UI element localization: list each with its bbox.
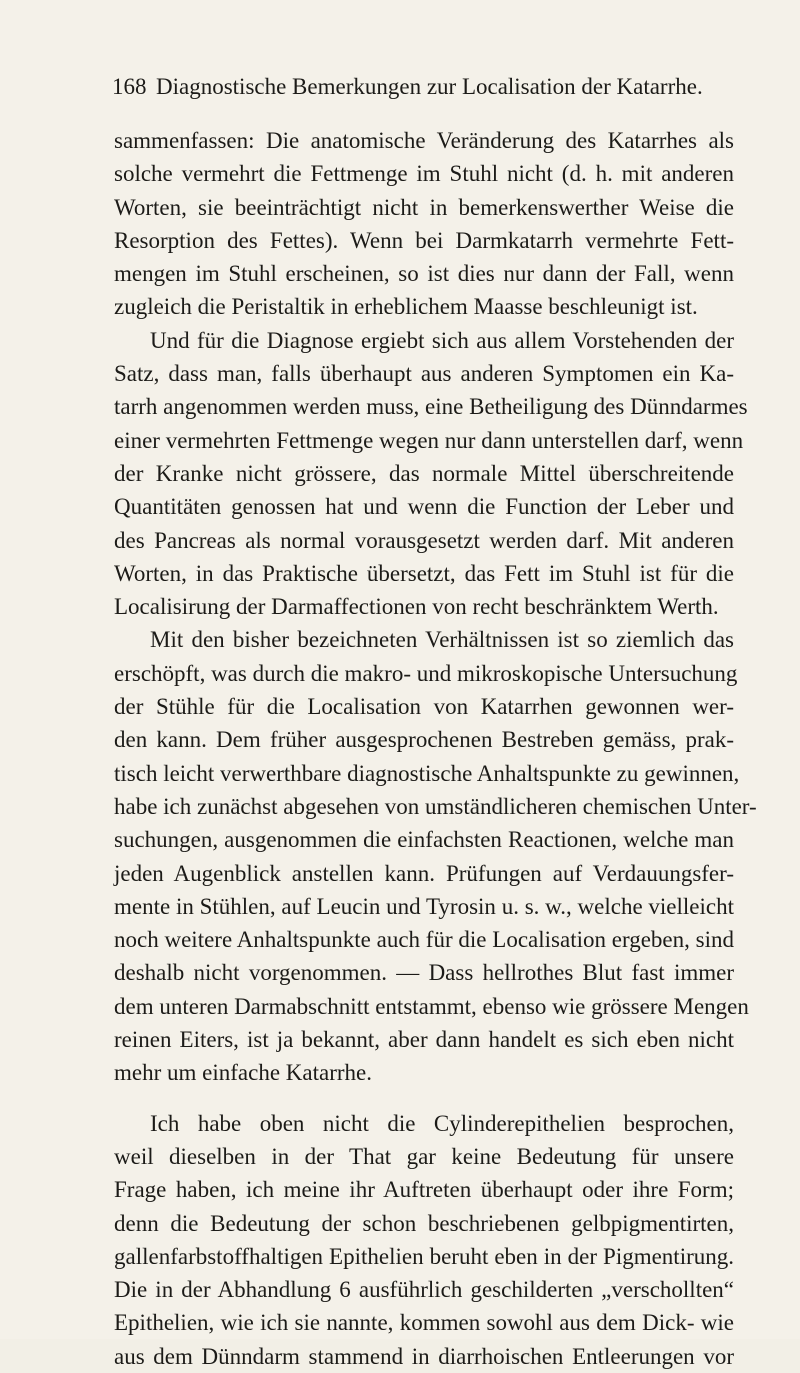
running-header <box>114 70 734 104</box>
text-line: denn die Bedeutung der schon beschriebenen gelbpigmentirten, <box>114 1210 734 1236</box>
text-line: des Pancreas als normal vorausgesetzt werden darf. Mit anderen <box>114 527 734 553</box>
text-line: solche vermehrt die Fettmenge im Stuhl nicht (d. h. mit anderen <box>114 161 734 187</box>
text-line: der Kranke nicht grössere, das normale Mittel überschreitende <box>114 460 734 486</box>
text-line: erschöpft, was durch die makro- und mikroskopische Untersuchung <box>114 660 738 686</box>
running-title: Diagnostische Bemerkungen zur Localisation der Katarrhe. <box>156 74 703 99</box>
text-line: Frage haben, ich meine ihr Auftreten überhaupt oder ihre Form; <box>114 1177 734 1203</box>
text-line: tarrh angenommen werden muss, eine Betheiligung des Dünndarmes <box>114 394 748 420</box>
text-line: Epithelien, wie ich sie nannte, kommen sowohl aus dem Dick- wie <box>114 1310 734 1336</box>
text-line: noch weitere Anhaltspunkte auch für die Localisation ergeben, sind <box>114 927 734 953</box>
text-line: Quantitäten genossen hat und wenn die Function der Leber und <box>114 494 734 520</box>
text-line: sammenfassen: Die anatomische Veränderung des Katarrhes als <box>114 128 734 153</box>
text-line: habe ich zunächst abgesehen von umständlicheren chemischen Unter- <box>114 793 757 819</box>
text-line: gallenfarbstoffhaltigen Epithelien beruht eben in der Pigmentirung. <box>114 1243 734 1269</box>
text-line: tisch leicht verwerthbare diagnostische Anhaltspunkte zu gewinnen, <box>114 760 740 786</box>
text-line: aus dem Dünndarm stammend in diarrhoischen Entleerungen vor <box>114 1343 734 1369</box>
text-line: weil dieselben in der That gar keine Bedeutung für unsere <box>114 1143 734 1169</box>
text-line: mente in Stühlen, auf Leucin und Tyrosin u. s. w., welche vielleicht <box>114 893 734 919</box>
text-line: Die in der Abhandlung 6 ausführlich geschilderten „verschollten“ <box>114 1277 734 1303</box>
text-line: einer vermehrten Fettmenge wegen nur dann unterstellen darf, wenn <box>114 427 744 453</box>
text-line: reinen Eiters, ist ja bekannt, aber dann handelt es sich eben nicht <box>114 1027 734 1053</box>
text-line: mehr um einfache Katarrhe. <box>114 1060 372 1086</box>
text-line: Resorption des Fettes). Wenn bei Darmkatarrh vermehrte Fett- <box>114 227 734 253</box>
text-line: Localisirung der Darmaffectionen von recht beschränktem Werth. <box>114 594 719 620</box>
text-line: den kann. Dem früher ausgesprochenen Bestreben gemäss, prak- <box>114 727 734 753</box>
text-line: deshalb nicht vorgenommen. — Dass hellrothes Blut fast immer <box>114 960 734 986</box>
text-line: dem unteren Darmabschnitt entstammt, ebenso wie grössere Mengen <box>114 993 749 1019</box>
paragraph-gap <box>114 1090 734 1107</box>
page-number: 168 <box>112 74 147 99</box>
text-line: Mit den bisher bezeichneten Verhältnissen ist so ziemlich das <box>150 627 734 653</box>
text-line: Ich habe oben nicht die Cylinderepithelien besprochen, <box>150 1110 734 1136</box>
text-line: Worten, in das Praktische übersetzt, das Fett im Stuhl ist für die <box>114 560 734 586</box>
text-line: jeden Augenblick anstellen kann. Prüfungen auf Verdauungsfer- <box>114 860 734 886</box>
text-line: Und für die Diagnose ergiebt sich aus allem Vorstehenden der <box>150 327 734 353</box>
text-line: zugleich die Peristaltik in erheblichem Maasse beschleunigt ist. <box>114 294 698 320</box>
text-line: mengen im Stuhl erscheinen, so ist dies nur dann der Fall, wenn <box>114 261 734 287</box>
text-line: der Stühle für die Localisation von Katarrhen gewonnen wer- <box>114 694 734 720</box>
text-line: Satz, dass man, falls überhaupt aus anderen Symptomen ein Ka- <box>114 361 734 387</box>
text-line: Worten, sie beeinträchtigt nicht in bemerkenswerther Weise die <box>114 194 734 220</box>
body-text <box>114 124 757 1373</box>
text-line: suchungen, ausgenommen die einfachsten Reactionen, welche man <box>114 827 734 853</box>
